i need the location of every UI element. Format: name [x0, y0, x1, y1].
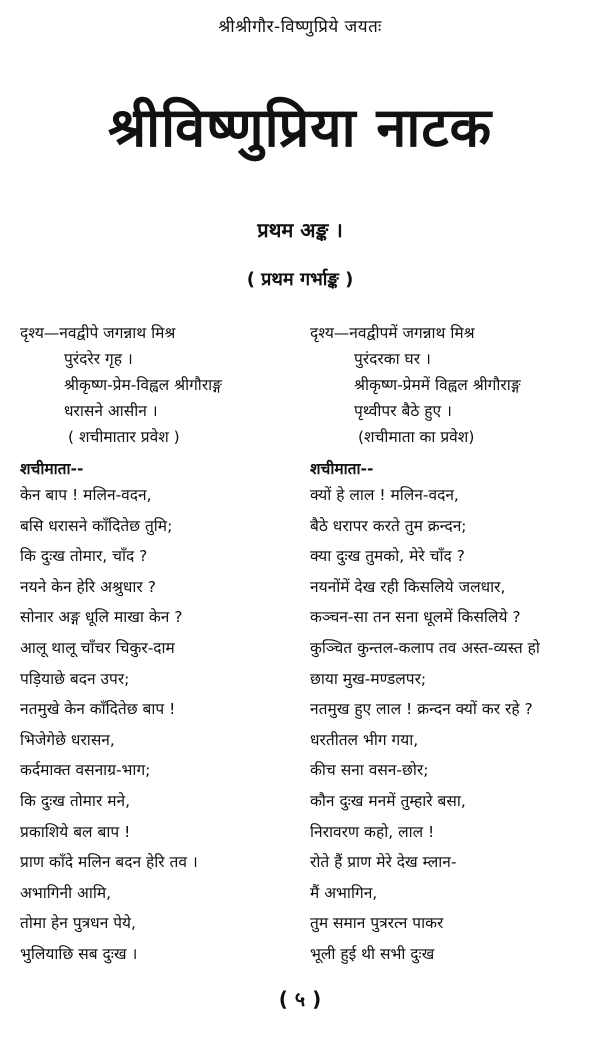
stage-direction: (शचीमाता का प्रवेश) — [358, 428, 475, 446]
verse-line: मैं अभागिन, — [310, 883, 378, 902]
verse-line: छाया मुख-मण्डलपर; — [310, 669, 427, 688]
verse-line: कञ्चन-सा तन सना धूलमें किसलिये ? — [310, 608, 521, 627]
verse-line: सोनार अङ्ग धूलि माखा केन ? — [20, 608, 183, 627]
verse-line: कि दुःख तोमार, चाँद ? — [20, 547, 148, 566]
speaker-name: शचीमाता-- — [310, 460, 374, 478]
verse-line: तुम समान पुत्ररत्न पाकर — [310, 914, 444, 933]
stage-direction: ( शचीमातार प्रवेश ) — [68, 428, 180, 446]
verse-line: अभागिनी आमि, — [20, 883, 112, 902]
verse-line: नयनोंमें देख रही किसलिये जलधार, — [310, 577, 506, 596]
verse-line: नयने केन हेरि अश्रुधार ? — [20, 577, 156, 596]
verse-line: आलू थालू चाँचर चिकुर-दाम — [20, 638, 175, 657]
act-heading: प्रथम अङ्क । — [257, 218, 343, 242]
verse-line: कि दुःख तोमार मने, — [20, 791, 131, 810]
left-verse — [20, 480, 305, 970]
setting-line: धरासने आसीन । — [64, 402, 158, 420]
setting-line: पुरंदरेर गृह । — [64, 350, 133, 368]
right-setting-block — [310, 320, 595, 482]
verse-line: कौन दुःख मनमें तुम्हारे बसा, — [310, 791, 466, 810]
verse-line: नतमुखे केन काँदितेछ बाप ! — [20, 700, 176, 719]
page-title: श्रीविष्णुप्रिया नाटक — [107, 96, 493, 159]
verse-line: क्या दुःख तुमको, मेरे चाँद ? — [310, 547, 465, 566]
right-verse — [310, 480, 600, 970]
setting-line: श्रीकृष्ण-प्रेम-विह्वल श्रीगौराङ्ग — [64, 376, 222, 394]
verse-line: केन बाप ! मलिन-वदन, — [20, 486, 152, 504]
verse-line: कुञ्चित कुन्तल-कलाप तव अस्त-व्यस्त हो — [310, 638, 540, 657]
setting-line: दृश्य—नवद्वीपे जगन्नाथ मिश्र — [20, 324, 176, 342]
verse-line: निरावरण कहो, लाल ! — [310, 822, 435, 841]
setting-line: श्रीकृष्ण-प्रेममें विह्वल श्रीगौराङ्ग — [354, 376, 521, 394]
verse-line: भूली हुई थी सभी दुःख — [310, 944, 435, 963]
setting-line: पुरंदरका घर । — [354, 350, 431, 368]
verse-line: प्राण काँदे मलिन बदन हेरि तव । — [20, 853, 198, 872]
setting-line: पृथ्वीपर बैठे हुए । — [354, 402, 452, 420]
verse-line: धरतीतल भीग गया, — [310, 730, 419, 749]
verse-line: तोमा हेन पुत्रधन पेये, — [20, 914, 136, 933]
verse-line: कर्दमाक्त वसनाग्र-भाग; — [20, 761, 151, 780]
verse-line: भिजेगेछे धरासन, — [20, 730, 115, 749]
verse-line: नतमुख हुए लाल ! क्रन्दन क्यों कर रहे ? — [310, 700, 533, 719]
scene-heading: ( प्रथम गर्भाङ्क ) — [246, 269, 354, 290]
verse-line: रोते हैं प्राण मेरे देख म्लान- — [310, 853, 457, 872]
verse-line: प्रकाशिये बल बाप ! — [20, 822, 131, 841]
verse-line: बसि धरासने काँदितेछ तुमि; — [20, 516, 173, 535]
verse-line: बैठे धरापर करते तुम क्रन्दन; — [310, 516, 467, 535]
verse-line: भुलियाछि सब दुःख । — [20, 944, 138, 963]
verse-line: क्यों हे लाल ! मलिन-वदन, — [310, 486, 459, 504]
verse-line: कीच सना वसन-छोर; — [310, 761, 429, 780]
left-setting-block — [20, 320, 305, 482]
setting-line: दृश्य—नवद्वीपमें जगन्नाथ मिश्र — [310, 324, 475, 342]
invocation-line: श्रीश्रीगौर-विष्णुप्रिये जयतः — [218, 17, 382, 37]
speaker-name: शचीमाता-- — [20, 460, 84, 478]
page-number: ( ५ ) — [278, 987, 322, 1011]
verse-line: पड़ियाछे बदन उपर; — [20, 669, 130, 688]
